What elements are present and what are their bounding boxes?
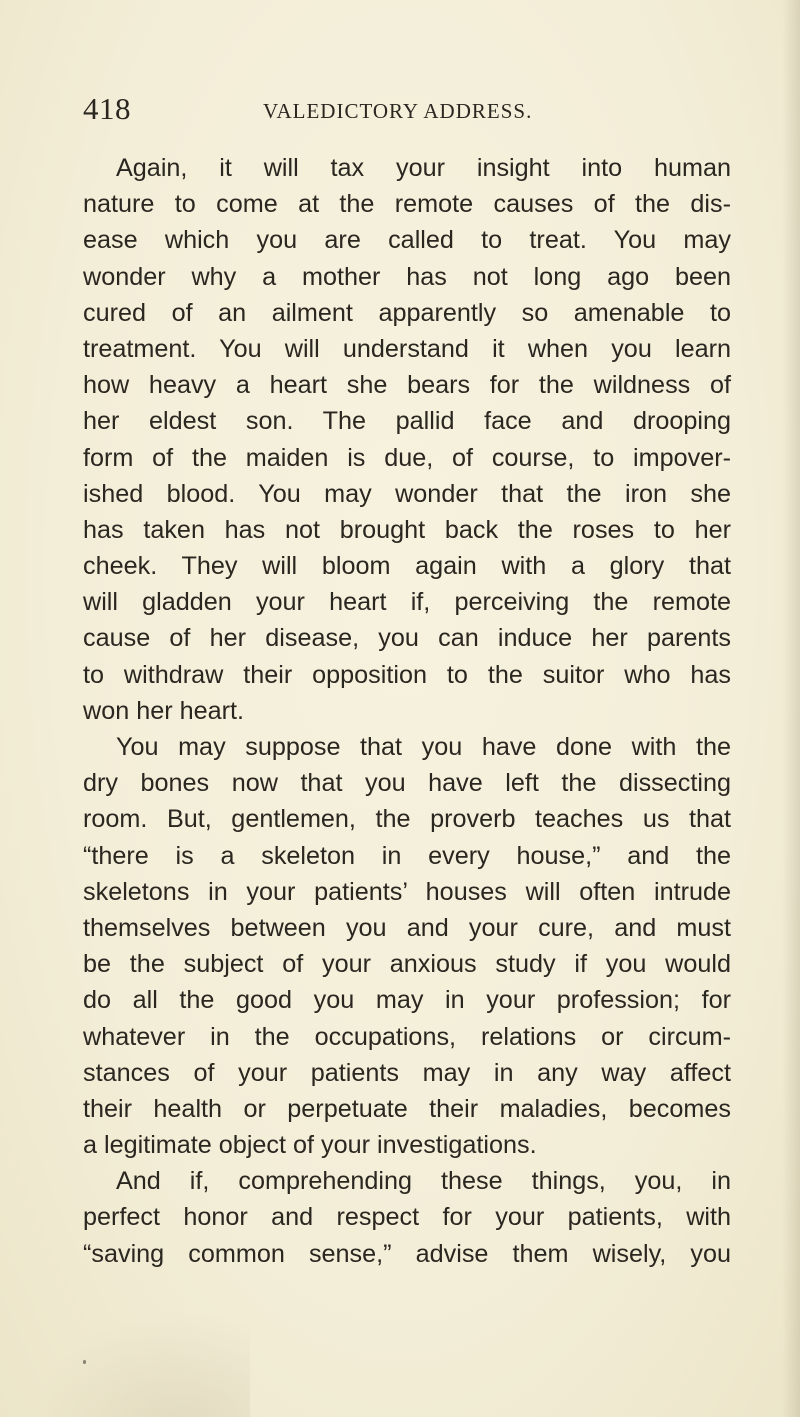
text-line: their health or perpetuate their maladies, becomes xyxy=(83,1094,731,1123)
page-edge-shadow xyxy=(782,0,800,1417)
body-text xyxy=(83,150,731,1272)
text-line: cheek. They will bloom again with a glory that xyxy=(83,552,731,581)
text-line: room. But, gentlemen, the proverb teaches us that xyxy=(83,805,731,834)
text-line: will gladden your heart if, perceiving the remote xyxy=(83,588,731,617)
text-line: do all the good you may in your profession; for xyxy=(83,986,731,1015)
page-stain xyxy=(30,1310,250,1417)
text-line: has taken has not brought back the roses to her xyxy=(83,515,731,544)
text-line: whatever in the occupations, relations or circum- xyxy=(83,1022,731,1051)
text-line: treatment. You will understand it when you learn xyxy=(83,334,731,363)
text-line: stances of your patients may in any way affect xyxy=(83,1058,731,1087)
text-line: ease which you are called to treat. You may xyxy=(83,226,731,255)
text-line: You may suppose that you have done with the xyxy=(116,733,731,761)
text-line: cause of her disease, you can induce her parents xyxy=(83,624,731,653)
text-line: And if, comprehending these things, you, in xyxy=(116,1167,731,1196)
text-line: ished blood. You may wonder that the iron she xyxy=(83,479,731,508)
text-line: perfect honor and respect for your patients, with xyxy=(83,1203,731,1232)
text-line: to withdraw their opposition to the suitor who has xyxy=(83,660,731,689)
page-header xyxy=(83,91,723,131)
text-line: her eldest son. The pallid face and drooping xyxy=(83,407,731,436)
running-head: VALEDICTORY ADDRESS. xyxy=(263,99,533,123)
text-line: “there is a skeleton in every house,” and the xyxy=(83,841,731,870)
page-number: 418 xyxy=(83,91,131,126)
text-line: skeletons in your patients’ houses will often intrude xyxy=(83,877,731,906)
text-line: form of the maiden is due, of course, to impover- xyxy=(83,443,731,472)
text-line: “saving common sense,” advise them wisely, you xyxy=(83,1239,731,1268)
text-line: be the subject of your anxious study if you would xyxy=(83,950,731,979)
text-line: cured of an ailment apparently so amenable to xyxy=(83,298,731,327)
text-line: wonder why a mother has not long ago been xyxy=(83,262,731,291)
text-line: nature to come at the remote causes of the dis- xyxy=(83,190,731,219)
ink-speck xyxy=(83,1360,86,1364)
text-line: won her heart. xyxy=(83,696,245,725)
text-line: a legitimate object of your investigations. xyxy=(83,1131,537,1160)
text-line: how heavy a heart she bears for the wildness of xyxy=(83,371,731,400)
text-line: dry bones now that you have left the dissecting xyxy=(83,769,731,798)
text-line: themselves between you and your cure, and must xyxy=(83,913,731,942)
text-line: Again, it will tax your insight into human xyxy=(116,154,731,182)
